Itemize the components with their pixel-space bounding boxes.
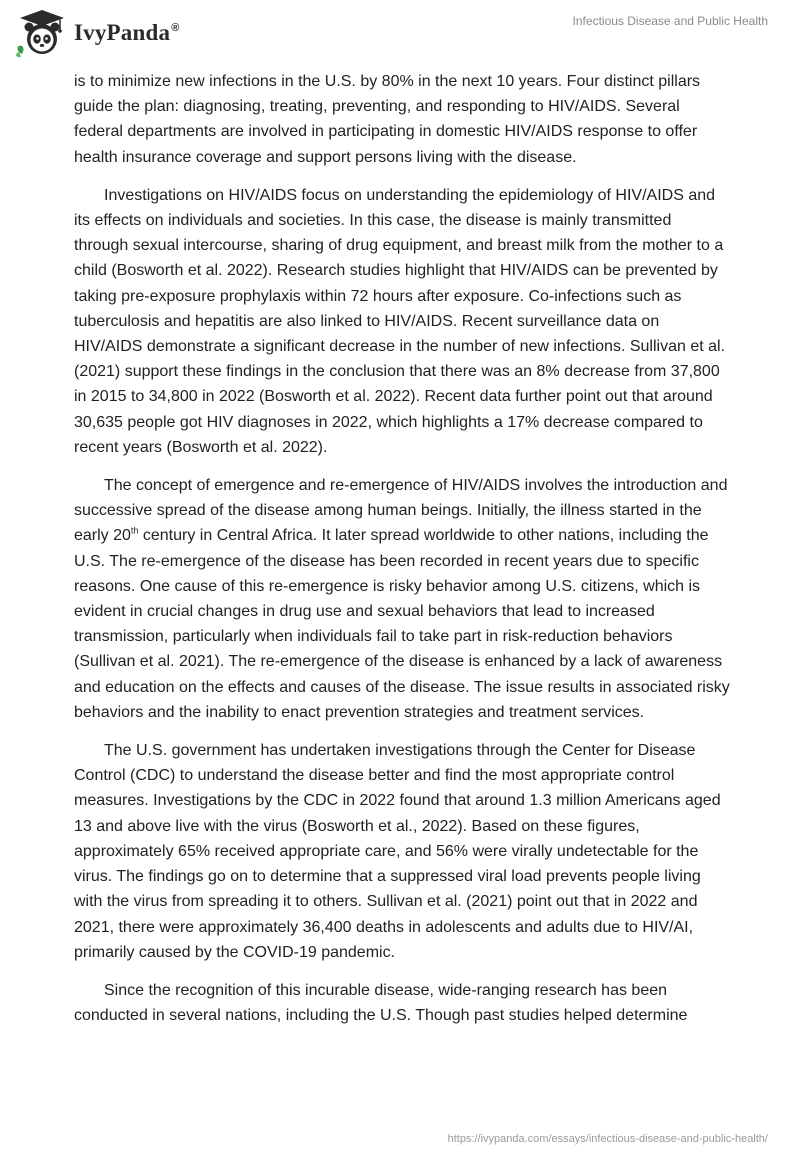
paragraph-3 bbox=[74, 473, 730, 725]
paragraph-3-part-2: century in Central Africa. It later spread worldwide to other nations, including the U.S. The re-emergence of the disease has been recorded in recent years due to specific reasons. One cause of this re-emergence is risky behavior among U.S. citizens, which is evident in crucial changes in drug use and sexual behaviors that lead to increased transmission, particularly when individuals fail to take part in risk-reduction behaviors (Sullivan et al. 2021). The re-emergence of the disease is enhanced by a lack of awareness and education on the effects and causes of the disease. The issue results in associated risky behaviors and the inability to enact prevention strategies and treatment services. bbox=[74, 527, 730, 721]
paragraph-3-part-1: The concept of emergence and re-emergence of HIV/AIDS involves the introduction and successive spread of the disease among human beings. Initially, the illness started in the early 20 bbox=[74, 477, 728, 545]
paragraph-1: is to minimize new infections in the U.S. by 80% in the next 10 years. Four distinct pillars guide the plan: diagnosing, treating, preventing, and responding to HIV/AIDS. Several federal departments are involved in participating in domestic HIV/AIDS response to offer health insurance coverage and support persons living with the disease. bbox=[74, 73, 701, 166]
page-header bbox=[0, 0, 800, 62]
panda-graduate-icon bbox=[14, 8, 70, 58]
brand-name-text: IvyPanda bbox=[74, 20, 171, 45]
document-title: Infectious Disease and Public Health bbox=[572, 14, 768, 28]
ordinal-superscript: th bbox=[130, 526, 139, 537]
registered-mark: ® bbox=[171, 22, 180, 35]
brand-name bbox=[74, 20, 180, 46]
paragraph-5: Since the recognition of this incurable disease, wide-ranging research has been conducted in several nations, including the U.S. Though past studies helped determine bbox=[74, 981, 688, 1025]
source-url[interactable]: https://ivypanda.com/essays/infectious-disease-and-public-health/ bbox=[447, 1133, 768, 1145]
essay-body bbox=[74, 69, 730, 1041]
paragraph-4: The U.S. government has undertaken investigations through the Center for Disease Control (CDC) to understand the disease better and find the most appropriate control measures. Investigations by the CDC in 2022 found that around 1.3 million Americans aged 13 and above live with the virus (Bosworth et al., 2022). Based on these figures, approximately 65% received appropriate care, and 56% were virally undetectable for the virus. The findings go on to determine that a suppressed viral load prevents people living with the virus from spreading it to others. Sullivan et al. (2021) point out that in 2022 and 2021, there were approximately 36,400 deaths in adolescents and adults due to HIV/AI, primarily caused by the COVID-19 pandemic. bbox=[74, 742, 721, 961]
ivypanda-logo[interactable] bbox=[14, 8, 180, 58]
paragraph-2: Investigations on HIV/AIDS focus on understanding the epidemiology of HIV/AIDS and its effects on individuals and societies. In this case, the disease is mainly transmitted through sexual intercourse, sharing of drug equipment, and breast milk from the mother to a child (Bosworth et al. 2022). Research studies highlight that HIV/AIDS can be prevented by taking pre-exposure prophylaxis within 72 hours after exposure. Co-infections such as tuberculosis and hepatitis are also linked to HIV/AIDS. Recent surveillance data on HIV/AIDS demonstrate a significant decrease in the number of new infections. Sullivan et al. (2021) support these findings in the conclusion that there was an 8% decrease from 37,800 in 2015 to 34,800 in 2022 (Bosworth et al. 2022). Recent data further point out that around 30,635 people got HIV diagnoses in 2022, which highlights a 17% decrease compared to recent years (Bosworth et al. 2022). bbox=[74, 186, 726, 456]
